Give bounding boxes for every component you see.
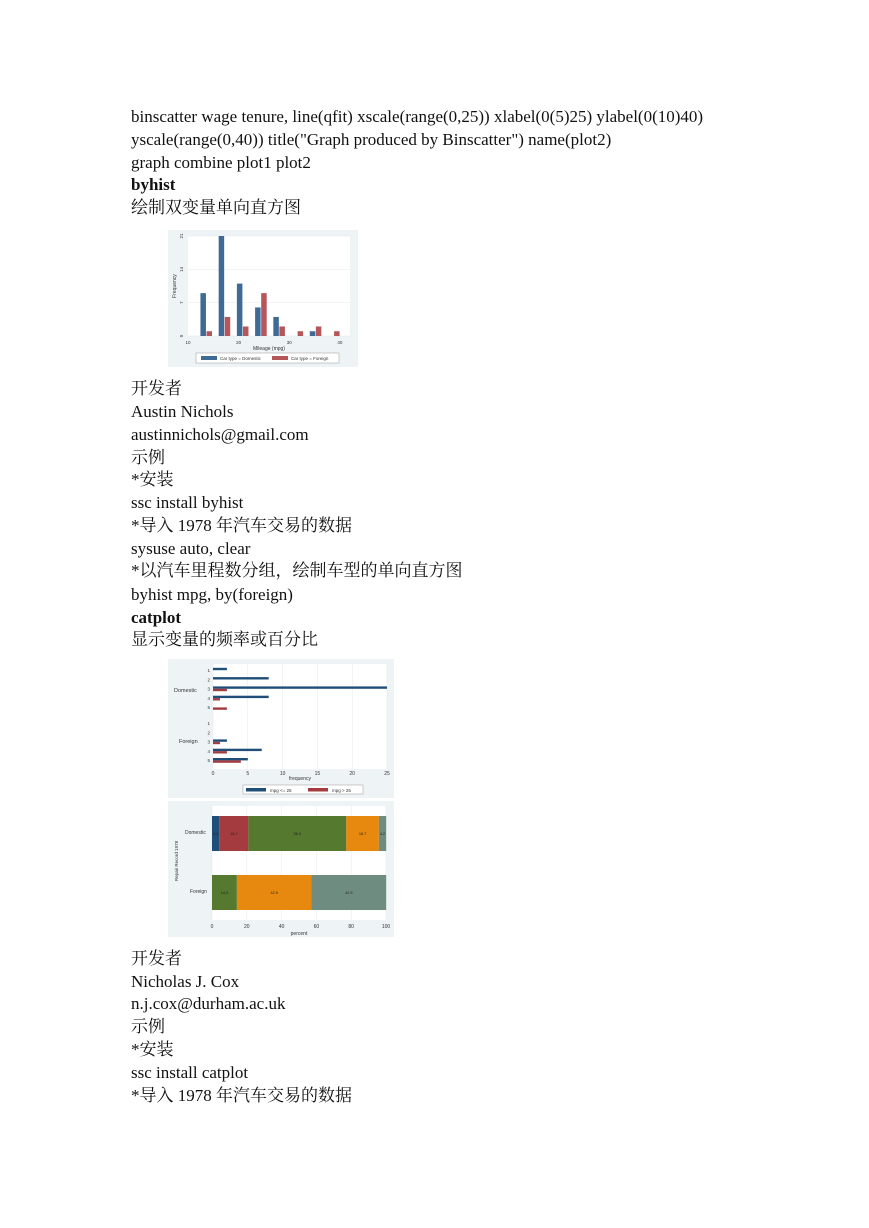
legend-label-mpg-le-25: mpg <= 25 — [270, 788, 292, 793]
category-tick-label: 2 — [207, 730, 210, 736]
bar-mpg-le-25 — [213, 739, 227, 741]
code-line-graph-combine: graph combine plot1 plot2 — [131, 153, 311, 172]
bar-mpg-le-25 — [213, 758, 248, 760]
category-label-foreign: Foreign — [190, 889, 207, 895]
bar-mpg-gt-25 — [213, 707, 227, 709]
y-axis-label: Repair Record 1978 — [174, 840, 179, 882]
data-label: 56.3 — [293, 832, 302, 836]
x-tick-label: 5 — [246, 771, 250, 777]
category-tick-label: 1 — [207, 668, 210, 673]
x-tick-label: 20 — [236, 340, 242, 345]
section-title-catplot: catplot — [131, 608, 182, 627]
heading-developer-1: 开发者 — [131, 379, 182, 398]
x-tick-label: 80 — [348, 924, 354, 930]
data-label: 42.9 — [345, 891, 353, 895]
legend-swatch-mpg-le-25 — [246, 788, 266, 792]
example1-line-3: *导入 1978 年汽车交易的数据 — [131, 516, 352, 535]
legend-swatch-mpg-gt-25 — [308, 788, 328, 792]
category-tick-label: 4 — [207, 695, 210, 701]
bar-foreign — [279, 326, 285, 336]
legend-swatch-domestic — [201, 356, 217, 360]
x-tick-label: 30 — [286, 340, 292, 345]
section-desc-catplot: 显示变量的频率或百分比 — [131, 630, 318, 649]
x-tick-label: 60 — [313, 924, 320, 930]
legend-label-domestic: Car type = Domestic — [220, 356, 261, 361]
x-tick-label: 25 — [384, 771, 390, 777]
bar-domestic — [273, 317, 279, 336]
data-label: 4.2 — [213, 832, 219, 836]
data-label: 42.9 — [270, 891, 278, 895]
category-tick-label: 3 — [207, 686, 210, 692]
bar-mpg-le-25 — [213, 677, 269, 679]
catplot-percent-chart — [168, 801, 394, 937]
example1-line-2: ssc install byhist — [131, 493, 244, 512]
bar-domestic — [310, 331, 316, 336]
bar-foreign — [261, 293, 267, 336]
data-label: 14.3 — [220, 891, 229, 895]
bar-mpg-gt-25 — [213, 742, 220, 744]
x-tick-label: 15 — [314, 771, 321, 777]
code-line-binscatter-2: yscale(range(0,40)) title("Graph produced by Binscatter") name(plot2) — [131, 130, 612, 149]
y-tick-label: 14 — [179, 266, 184, 272]
bar-domestic — [219, 236, 225, 336]
heading-example-2: 示例 — [131, 1017, 165, 1036]
bar-foreign — [243, 326, 249, 336]
bar-domestic — [237, 284, 243, 336]
developer-email-2: n.j.cox@durham.ac.uk — [131, 994, 286, 1013]
heading-example-1: 示例 — [131, 448, 165, 467]
example1-line-6: byhist mpg, by(foreign) — [131, 585, 293, 604]
data-label: 18.7 — [358, 832, 367, 836]
example1-line-5: *以汽车里程数分组，绘制车型的单向直方图 — [131, 561, 463, 580]
x-tick-label: 100 — [381, 924, 391, 930]
example1-line-1: *安装 — [131, 470, 174, 489]
bar-mpg-gt-25 — [213, 751, 227, 753]
category-label-domestic: Domestic — [185, 830, 206, 836]
legend-label-foreign: Car type = Foreign — [291, 356, 329, 361]
x-tick-label: 40 — [337, 340, 343, 345]
bar-domestic — [255, 307, 260, 336]
y-tick-label: 21 — [179, 233, 184, 239]
x-tick-label: 0 — [211, 771, 215, 777]
x-axis-label: percent — [290, 931, 308, 937]
y-tick-label: 0 — [179, 334, 184, 338]
bar-mpg-le-25 — [213, 696, 269, 698]
y-tick-label: 7 — [179, 301, 184, 304]
catplot-percent-figure — [168, 801, 394, 937]
bar-mpg-gt-25 — [213, 698, 220, 700]
category-tick-label: 5 — [207, 758, 210, 764]
category-tick-label: 2 — [207, 677, 210, 683]
x-tick-label: 20 — [349, 771, 355, 777]
x-tick-label: 40 — [278, 924, 285, 930]
y-axis-label: Frequency — [172, 274, 178, 298]
bar-foreign — [207, 331, 213, 336]
heading-developer-2: 开发者 — [131, 949, 182, 968]
plot-area — [213, 664, 387, 769]
data-label: 16.7 — [230, 832, 238, 836]
bar-mpg-gt-25 — [213, 760, 241, 762]
legend-label-mpg-gt-25: mpg > 25 — [332, 788, 351, 793]
bar-foreign — [316, 326, 322, 336]
bar-foreign — [298, 331, 304, 336]
data-label: 4.2 — [379, 832, 386, 836]
x-tick-label: 10 — [185, 340, 191, 345]
x-axis-label: Mileage (mpg) — [253, 346, 285, 352]
x-tick-label: 20 — [244, 924, 250, 930]
section-desc-byhist: 绘制双变量单向直方图 — [131, 198, 301, 217]
example2-line-1: *安装 — [131, 1040, 174, 1059]
category-tick-label: 3 — [207, 739, 210, 745]
bar-domestic — [200, 293, 206, 336]
group-label-foreign: Foreign — [179, 739, 198, 745]
category-tick-label: 4 — [207, 748, 210, 754]
x-axis-label: frequency — [289, 776, 311, 782]
example2-line-2: ssc install catplot — [131, 1063, 249, 1082]
example1-line-4: sysuse auto, clear — [131, 539, 251, 558]
bar-mpg-gt-25 — [213, 689, 227, 691]
code-line-binscatter-1: binscatter wage tenure, line(qfit) xscale(range(0,25)) xlabel(0(5)25) ylabel(0(10)40) — [131, 107, 704, 126]
category-tick-label: 1 — [207, 721, 210, 726]
example2-line-3: *导入 1978 年汽车交易的数据 — [131, 1086, 352, 1105]
bar-mpg-le-25 — [213, 749, 262, 751]
catplot-frequency-chart — [168, 659, 394, 798]
plot-area — [188, 236, 350, 336]
category-tick-label: 5 — [207, 705, 210, 711]
legend-swatch-foreign — [272, 356, 288, 360]
x-tick-label: 10 — [279, 771, 286, 777]
group-label-domestic: Domestic — [174, 688, 197, 694]
bar-mpg-le-25 — [213, 668, 227, 670]
section-title-byhist: byhist — [131, 175, 176, 194]
x-tick-label: 0 — [210, 924, 214, 930]
byhist-chart — [168, 230, 358, 367]
byhist-figure — [168, 230, 358, 367]
developer-email-1: austinnichols@gmail.com — [131, 425, 309, 444]
bar-mpg-le-25 — [213, 686, 387, 688]
developer-name-2: Nicholas J. Cox — [131, 972, 240, 991]
developer-name-1: Austin Nichols — [131, 402, 234, 421]
catplot-frequency-figure — [168, 659, 394, 798]
bar-foreign — [334, 331, 340, 336]
bar-foreign — [225, 317, 231, 336]
